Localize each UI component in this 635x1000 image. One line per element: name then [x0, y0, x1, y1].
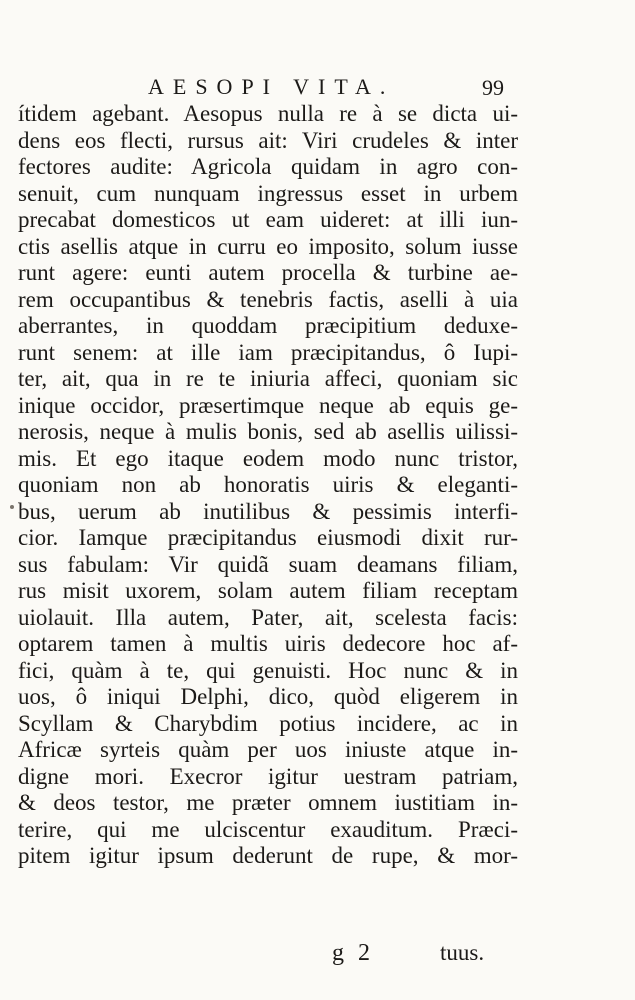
page-number: 99: [482, 75, 504, 100]
text-line: & deos testor, me præter omnem iustitiam in-: [18, 790, 518, 815]
text-line: digne mori. Execror igitur uestram patriam,: [18, 763, 518, 789]
text-line: dens eos flecti, rursus ait: Viri crudeles & inter: [18, 127, 518, 153]
text-line: runt agere: eunti autem procella & turbine ae-: [18, 260, 518, 285]
text-block: [18, 101, 518, 870]
catchword: tuus.: [440, 940, 485, 965]
text-line: rus misit uxorem, solam autem filiam receptam: [18, 578, 518, 603]
text-line: bus, uerum ab inutilibus & pessimis interfi-: [18, 498, 518, 524]
signature-mark: g 2: [332, 940, 374, 966]
text-line: runt senem: at ille iam præcipitandus, ô Iupi-: [18, 339, 518, 365]
text-line: uiolauit. Illa autem, Pater, ait, scelesta facis:: [18, 604, 518, 630]
running-head: [0, 74, 635, 104]
text-line: ctis asellis atque in curru eo imposito, solum iusse: [18, 233, 518, 259]
page-footer: [0, 940, 635, 970]
text-line: rem occupantibus & tenebris factis, aselli à uia: [18, 286, 518, 312]
text-line: Africæ syrteis quàm per uos iniuste atque in-: [18, 737, 518, 762]
text-line: uos, ô iniqui Delphi, dico, quòd eligerem in: [18, 684, 518, 709]
text-line: precabat domesticos ut eam uideret: at illi iun-: [18, 207, 518, 232]
text-line: cior. Iamque præcipitandus eiusmodi dixit rur-: [18, 525, 518, 550]
text-line: mis. Et ego itaque eodem modo nunc tristor,: [18, 445, 518, 471]
text-line: fectores audite: Agricola quidam in agro con-: [18, 154, 518, 179]
margin-mark: [10, 505, 14, 509]
text-line: sus fabulam: Vir quidã suam deamans filiam,: [18, 551, 518, 577]
text-line: terire, qui me ulciscentur exauditum. Præci-: [18, 816, 518, 842]
text-line: optarem tamen à multis uiris dedecore hoc af-: [18, 631, 518, 656]
text-line: fici, quàm à te, qui genuisti. Hoc nunc & in: [18, 657, 518, 683]
text-line: quoniam non ab honoratis uiris & eleganti-: [18, 472, 518, 497]
text-line: nerosis, neque à mulis bonis, sed ab asellis uilissi-: [18, 419, 518, 444]
text-line: aberrantes, in quoddam præcipitium deduxe-: [18, 313, 518, 338]
running-title: AESOPI VITA.: [148, 74, 395, 99]
text-line: ter, ait, qua in re te iniuria affeci, quoniam sic: [18, 366, 518, 391]
text-line: inique occidor, præsertimque neque ab equis ge-: [18, 392, 518, 418]
text-line: ítidem agebant. Aesopus nulla re à se dicta ui-: [18, 101, 518, 126]
text-line: senuit, cum nunquam ingressus esset in urbem: [18, 180, 518, 206]
text-line: Scyllam & Charybdim potius incidere, ac in: [18, 710, 518, 736]
text-line: pitem igitur ipsum dederunt de rupe, & mor-: [18, 843, 518, 868]
